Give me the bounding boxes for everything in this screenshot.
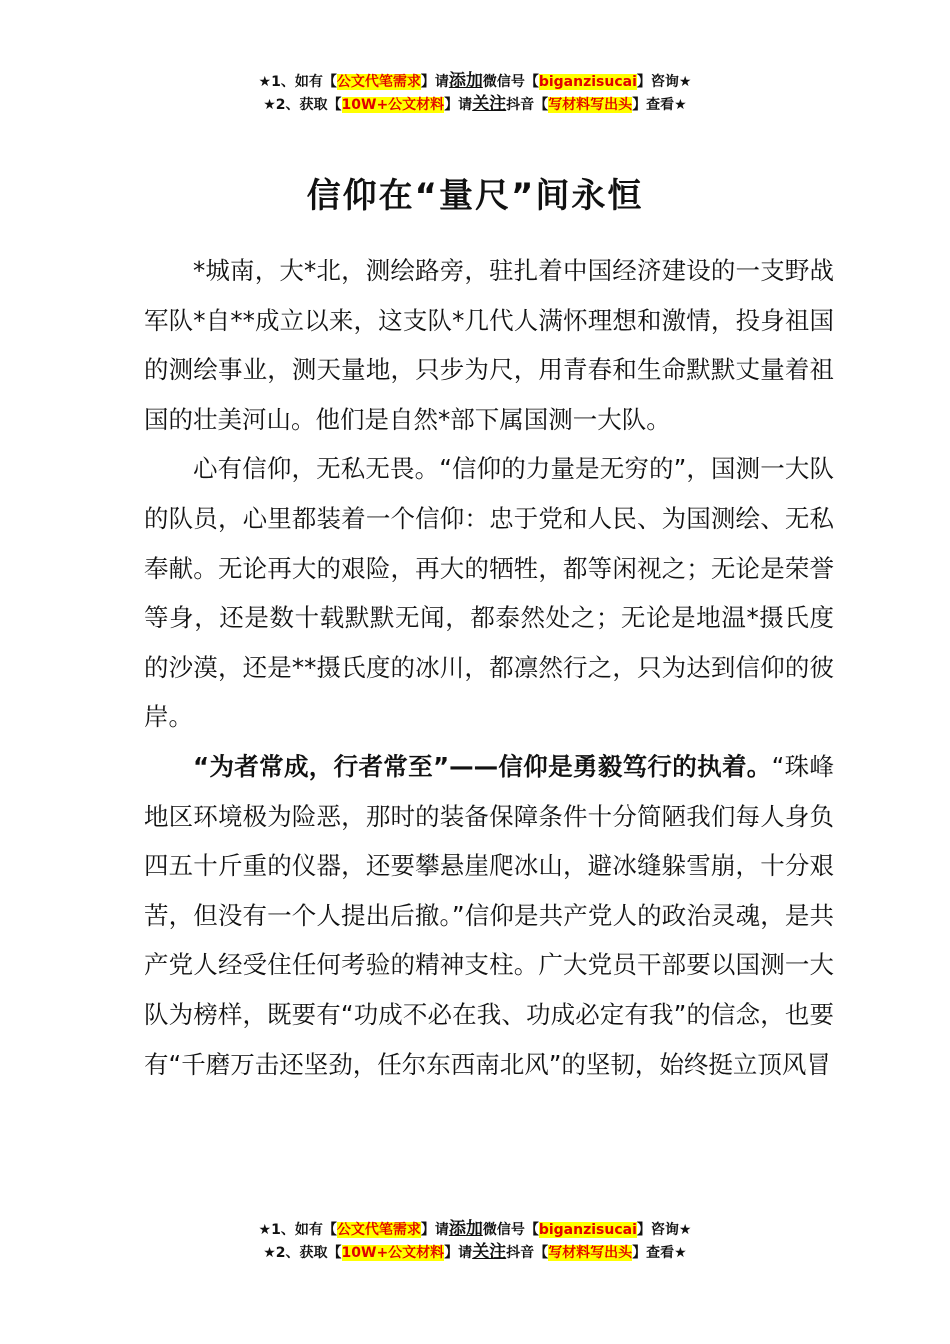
- banner-text: 】咨询★: [636, 74, 692, 90]
- banner-text: ★1、如有【: [258, 74, 337, 90]
- banner-highlight: 10W+公文材料: [341, 97, 445, 113]
- banner-highlight: 写材料写出头: [548, 1245, 633, 1261]
- paragraph-1: *城南，大*北，测绘路旁，驻扎着中国经济建设的一支野战军队*自**成立以来，这支队*几代人满怀理想和激情，投身祖国的测绘事业，测天量地，只步为尺，用青春和生命默默丈量着祖国的壮美河山。他们是自然*部下属国测一大队。: [144, 256, 834, 434]
- banner-text: 】咨询★: [636, 1222, 692, 1238]
- header-banner: [0, 70, 950, 116]
- banner-line-1: [0, 70, 950, 93]
- banner-highlight: 公文代笔需求: [336, 74, 421, 90]
- banner-underlined: 关注: [472, 94, 507, 114]
- banner-highlight: biganzisucai: [538, 74, 637, 90]
- banner-underlined: 关注: [472, 1242, 507, 1262]
- banner-text: 抖音【: [506, 97, 549, 113]
- banner-text: 微信号【: [482, 1222, 539, 1238]
- banner-text: ★1、如有【: [258, 1222, 337, 1238]
- banner-text: 抖音【: [506, 1245, 549, 1261]
- banner-text: 】请: [444, 1245, 473, 1261]
- banner-text: 】请: [444, 97, 473, 113]
- banner-highlight: biganzisucai: [538, 1222, 637, 1238]
- banner-text: 】查看★: [632, 1245, 687, 1261]
- banner-highlight: 公文代笔需求: [336, 1222, 421, 1238]
- banner-text: ★2、获取【: [263, 97, 342, 113]
- banner-text: 】查看★: [632, 97, 687, 113]
- document-body: [144, 246, 834, 1089]
- footer-banner: [0, 1218, 950, 1264]
- banner-text: 】请: [420, 1222, 449, 1238]
- banner-text: 微信号【: [482, 74, 539, 90]
- banner-text: 】请: [420, 74, 449, 90]
- paragraph-3-heading: “为者常成，行者常至”——信仰是勇毅笃行的执着。: [193, 751, 772, 781]
- paragraph-3: [144, 742, 834, 1089]
- banner-text: ★2、获取【: [263, 1245, 342, 1261]
- banner-line-2: [0, 1241, 950, 1264]
- paragraph-2: 心有信仰，无私无畏。“信仰的力量是无穷的”，国测一大队的队员，心里都装着一个信仰：忠于党和人民、为国测绘、无私奉献。无论再大的艰险，再大的牺牲，都等闲视之；无论是荣誉等身，还是数十载默默无闻，都泰然处之；无论是地温*摄氏度的沙漠，还是**摄氏度的冰川，都凛然行之，只为达到信仰的彼岸。: [144, 454, 834, 732]
- paragraph-3-body: “珠峰地区环境极为险恶，那时的装备保障条件十分简陋我们每人身负四五十斤重的仪器，还要攀悬崖爬冰山，避冰缝躲雪崩，十分艰苦，但没有一个人提出后撤。”信仰是共产党人的政治灵魂，是共产党人经受住任何考验的精神支柱。广大党员干部要以国测一大队为榜样，既要有“功成不必在我、功成必定有我”的信念，也要有“千磨万击还坚劲，任尔东西南北风”的坚韧，始终挺立顶风冒: [144, 751, 834, 1079]
- document-title: 信仰在“量尺”间永恒: [306, 176, 644, 216]
- banner-highlight: 10W+公文材料: [341, 1245, 445, 1261]
- banner-line-2: [0, 93, 950, 116]
- banner-highlight: 写材料写出头: [548, 97, 633, 113]
- banner-underlined: 添加: [448, 71, 483, 91]
- banner-line-1: [0, 1218, 950, 1241]
- banner-underlined: 添加: [448, 1219, 483, 1239]
